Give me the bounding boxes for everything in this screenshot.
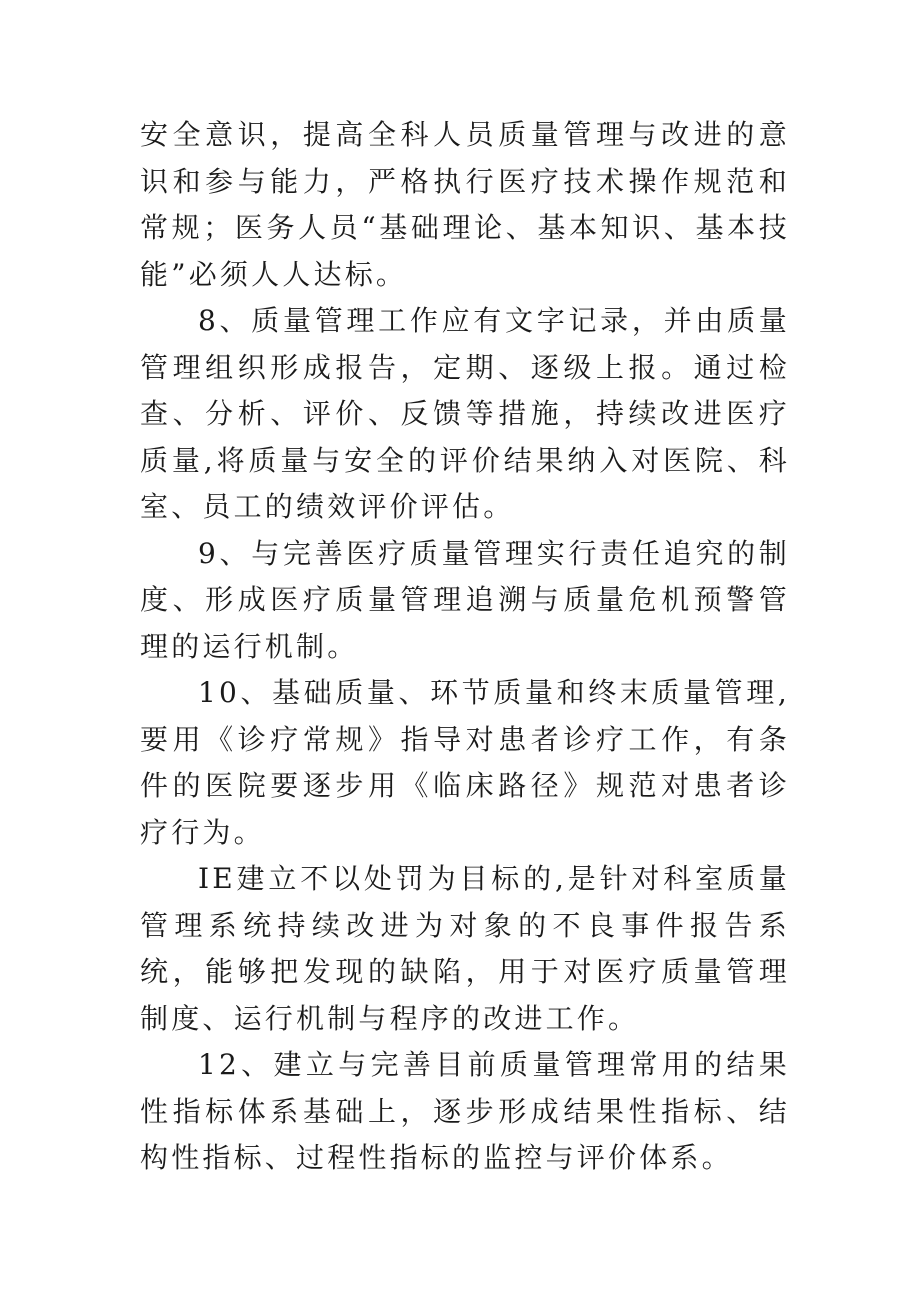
paragraph-item-9: 9、与完善医疗质量管理实行责任追究的制度、形成医疗质量管理追溯与质量危机预警管理的运行机制。 bbox=[140, 536, 790, 663]
paragraph-item-8: 8、质量管理工作应有文字记录，并由质量管理组织形成报告，定期、逐级上报。通过检查、分析、评价、反馈等措施，持续改进医疗质量,将质量与安全的评价结果纳入对医院、科室、员工的绩效评价评估。 bbox=[140, 304, 790, 523]
document-body bbox=[140, 112, 790, 1182]
paragraph-item-10: 10、基础质量、环节质量和终末质量管理,要用《诊疗常规》指导对患者诊疗工作，有条件的医院要逐步用《临床路径》规范对患者诊疗行为。 bbox=[140, 676, 790, 849]
paragraph-item-12: 12、建立与完善目前质量管理常用的结果性指标体系基础上，逐步形成结果性指标、结构性指标、过程性指标的监控与评价体系。 bbox=[140, 1048, 790, 1174]
paragraph-continuation: 安全意识，提高全科人员质量管理与改进的意识和参与能力，严格执行医疗技术操作规范和常规；医务人员“基础理论、基本知识、基本技能”必须人人达标。 bbox=[140, 118, 790, 291]
paragraph-item-11: IE建立不以处罚为目标的,是针对科室质量管理系统持续改进为对象的不良事件报告系统，能够把发现的缺陷，用于对医疗质量管理制度、运行机制与程序的改进工作。 bbox=[140, 862, 790, 1035]
